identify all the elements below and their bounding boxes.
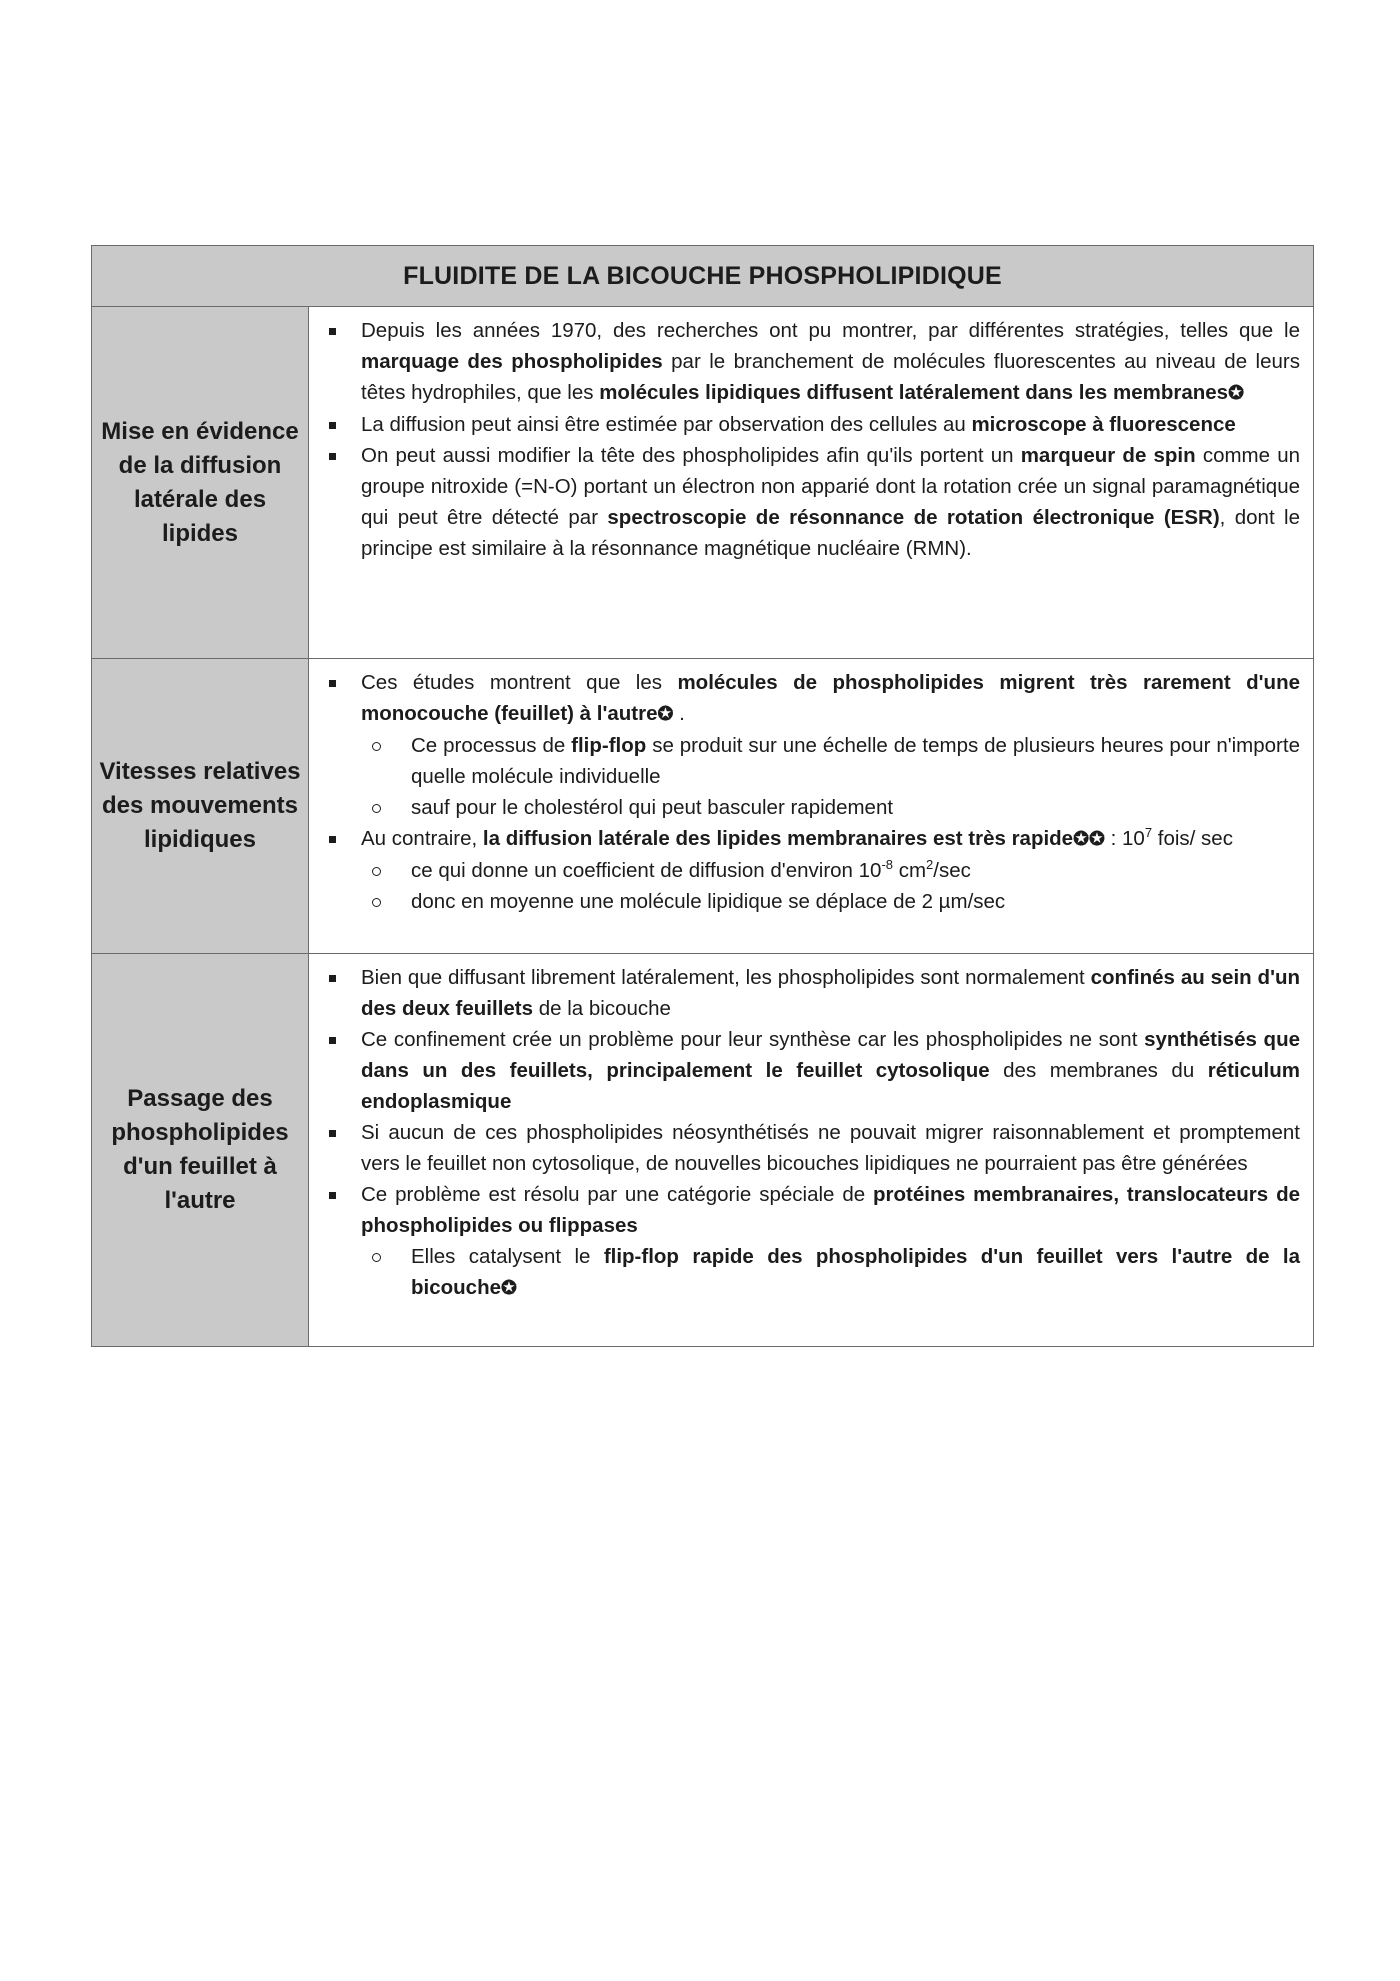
row-label: Vitesses relatives des mouvements lipidiques bbox=[92, 659, 309, 953]
item-text: comme un groupe nitroxide (=N-O) portant un électron non apparié dont la rotation crée un signal paramagnétique qui peut être détecté par bbox=[361, 444, 1300, 529]
list-item bbox=[325, 440, 1300, 564]
star-icon: ✪ bbox=[1228, 383, 1244, 404]
item-emphasis: molécules de phospholipides migrent très rarement d'une monocouche (feuillet) à l'autre bbox=[361, 671, 1300, 725]
item-text: fois/ sec bbox=[1152, 827, 1233, 850]
star-icon: ✪✪ bbox=[1073, 829, 1105, 850]
table-row bbox=[92, 659, 1313, 954]
item-text: Ce processus de bbox=[411, 734, 572, 757]
item-text: Ce confinement crée un problème pour leur synthèse car les phospholipides ne sont bbox=[361, 1028, 1145, 1051]
exponent: -8 bbox=[881, 857, 894, 873]
list-item bbox=[325, 962, 1300, 1024]
sub-list-item bbox=[361, 886, 1300, 917]
item-emphasis: synthétisés que dans un des feuillets, principalement le feuillet cytosolique bbox=[361, 1028, 1300, 1082]
item-emphasis: marqueur de spin bbox=[1020, 444, 1196, 467]
item-emphasis: la diffusion latérale des lipides membranaires est très rapide bbox=[482, 827, 1074, 850]
item-text: Elles catalysent le bbox=[411, 1245, 604, 1268]
item-emphasis: spectroscopie de résonnance de rotation électronique (ESR) bbox=[607, 506, 1220, 529]
list-item bbox=[325, 1024, 1300, 1117]
item-emphasis: flip-flop bbox=[571, 734, 647, 757]
item-text: sauf pour le cholestérol qui peut basculer rapidement bbox=[411, 796, 894, 819]
item-text: se produit sur une échelle de temps de plusieurs heures pour n'importe quelle molécule individuelle bbox=[411, 734, 1300, 788]
table-row bbox=[92, 954, 1313, 1346]
list-item bbox=[325, 409, 1300, 440]
star-icon: ✪ bbox=[657, 704, 674, 725]
row-content bbox=[309, 954, 1313, 1346]
list-item bbox=[325, 1117, 1300, 1179]
item-emphasis: confinés au sein d'un des deux feuillets bbox=[361, 966, 1300, 1020]
row-content bbox=[309, 659, 1313, 953]
row-content bbox=[309, 307, 1313, 658]
item-text: Ces études montrent que les bbox=[361, 671, 678, 694]
item-emphasis: flip-flop rapide des phospholipides d'un feuillet vers l'autre de la bicouche bbox=[411, 1245, 1300, 1299]
exponent: 2 bbox=[926, 857, 934, 873]
item-text: de la bicouche bbox=[533, 997, 671, 1020]
item-emphasis: molécules lipidiques diffusent latéralement dans les membranes bbox=[599, 381, 1229, 404]
item-text: Si aucun de ces phospholipides néosynthétisés ne pouvait migrer raisonnablement et promptement vers le feuillet non cytosolique, de nouvelles bicouches lipidiques ne pourraient pas être générées bbox=[361, 1121, 1300, 1175]
item-text: par le branchement de molécules fluorescentes au niveau de leurs têtes hydrophiles, que les bbox=[361, 350, 1300, 404]
item-text: Depuis les années 1970, des recherches ont pu montrer, par différentes stratégies, telles que le bbox=[361, 319, 1300, 342]
sub-list-item bbox=[361, 730, 1300, 792]
exponent: 7 bbox=[1144, 825, 1153, 841]
item-emphasis: marquage des phospholipides bbox=[361, 350, 663, 373]
item-text: La diffusion peut ainsi être estimée par observation des cellules au bbox=[361, 413, 972, 436]
item-text: . bbox=[673, 702, 685, 725]
fluidity-table bbox=[91, 245, 1314, 1347]
item-emphasis: réticulum endoplasmique bbox=[361, 1059, 1300, 1113]
list-item bbox=[325, 667, 1300, 823]
item-text: Au contraire, bbox=[361, 827, 483, 850]
row-label: Passage des phospholipides d'un feuillet à l'autre bbox=[92, 954, 309, 1346]
list-item bbox=[325, 315, 1300, 409]
item-text: Bien que diffusant librement latéralement, les phospholipides sont normalement bbox=[361, 966, 1091, 989]
sub-list-item bbox=[361, 855, 1300, 886]
item-emphasis: protéines membranaires, translocateurs de phospholipides ou flippases bbox=[361, 1183, 1300, 1237]
table-header bbox=[92, 246, 1313, 307]
item-text: /sec bbox=[933, 859, 971, 882]
item-text: Ce problème est résolu par une catégorie spéciale de bbox=[361, 1183, 874, 1206]
item-text: cm bbox=[893, 859, 927, 882]
sub-list-item bbox=[361, 1241, 1300, 1304]
item-emphasis: microscope à fluorescence bbox=[971, 413, 1236, 436]
star-icon: ✪ bbox=[501, 1278, 517, 1299]
item-text: : 10 bbox=[1104, 827, 1145, 850]
sub-list-item bbox=[361, 792, 1300, 823]
list-item bbox=[325, 823, 1300, 917]
list-item bbox=[325, 1179, 1300, 1304]
item-text: , dont le principe est similaire à la résonnance magnétique nucléaire (RMN). bbox=[361, 506, 1300, 560]
table-row bbox=[92, 307, 1313, 659]
item-text: donc en moyenne une molécule lipidique se déplace de 2 µm/sec bbox=[411, 890, 1006, 913]
row-label: Mise en évidence de la diffusion latérale des lipides bbox=[92, 307, 309, 658]
item-text: On peut aussi modifier la tête des phospholipides afin qu'ils portent un bbox=[361, 444, 1021, 467]
table-title: FLUIDITE DE LA BICOUCHE PHOSPHOLIPIDIQUE bbox=[403, 261, 1002, 290]
item-text: ce qui donne un coefficient de diffusion d'environ 10 bbox=[411, 859, 882, 882]
item-text: des membranes du bbox=[989, 1059, 1208, 1082]
